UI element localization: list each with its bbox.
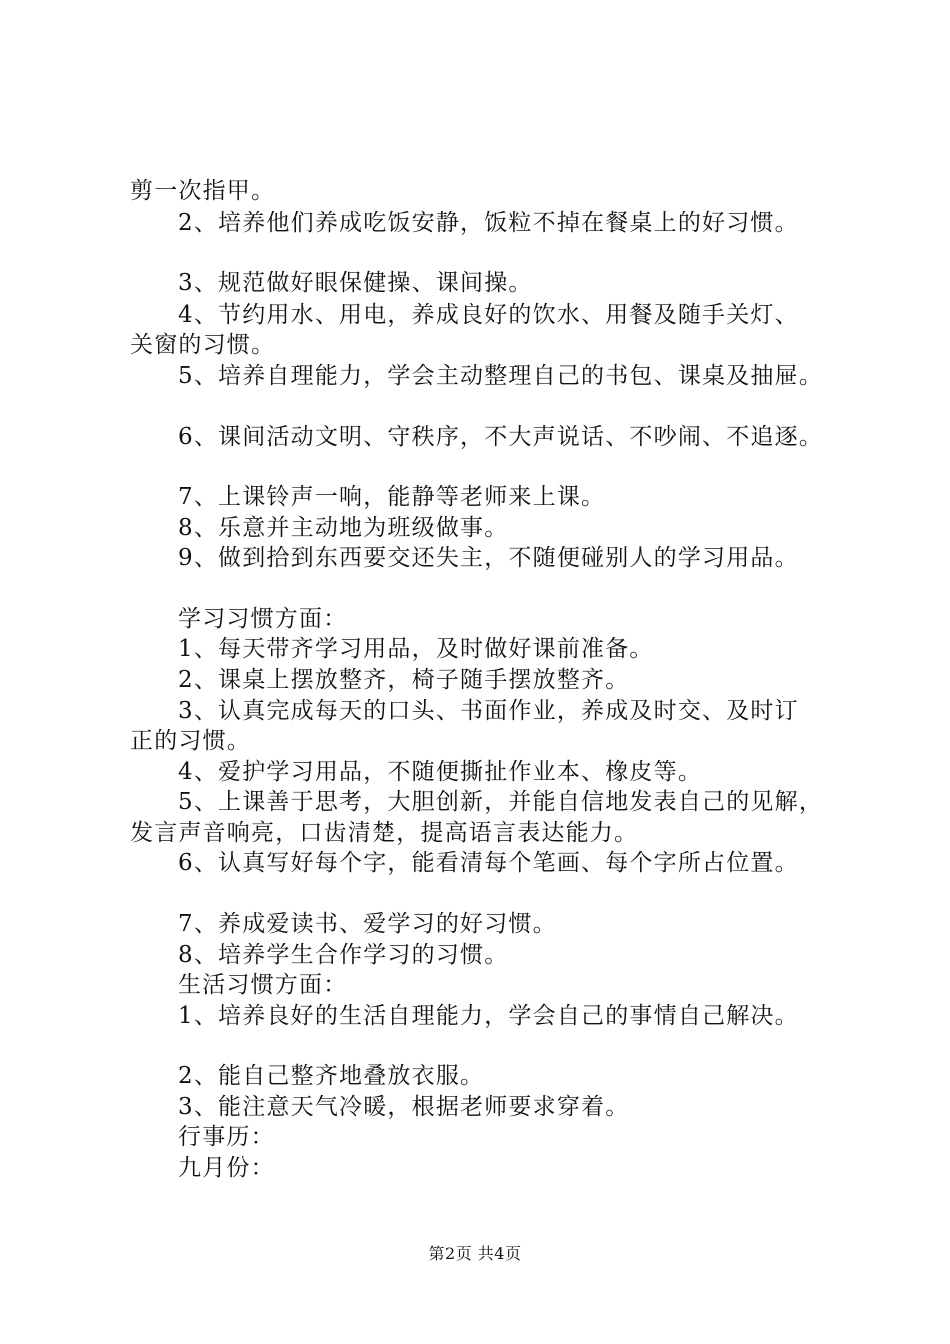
section-heading: 学习习惯方面：: [178, 606, 348, 632]
text-line: 发言声音响亮，口齿清楚，提高语言表达能力。: [130, 820, 639, 846]
text-line: 正的习惯。: [130, 728, 251, 754]
text-line: 关窗的习惯。: [130, 332, 276, 358]
section-heading: 生活习惯方面：: [178, 972, 348, 998]
text-line: 7、养成爱读书、爱学习的好习惯。: [178, 911, 557, 937]
section-heading: 九月份：: [178, 1155, 275, 1181]
text-line: 8、培养学生合作学习的习惯。: [178, 942, 509, 968]
text-line: 4、节约用水、用电，养成良好的饮水、用餐及随手关灯、: [178, 302, 799, 328]
page-number-footer: 第2页 共4页: [428, 1244, 522, 1263]
text-line: 3、规范做好眼保健操、课间操。: [178, 270, 533, 296]
text-line: 6、认真写好每个字，能看清每个笔画、每个字所占位置。: [178, 850, 799, 876]
text-line: 剪一次指甲。: [130, 178, 276, 204]
text-line: 8、乐意并主动地为班级做事。: [178, 515, 509, 541]
text-line: 1、每天带齐学习用品，及时做好课前准备。: [178, 636, 654, 662]
text-line: 1、培养良好的生活自理能力，学会自己的事情自己解决。: [178, 1003, 799, 1029]
text-line: 3、认真完成每天的口头、书面作业，养成及时交、及时订: [178, 698, 799, 724]
text-line: 3、能注意天气冷暖，根据老师要求穿着。: [178, 1094, 630, 1120]
text-line: 2、能自己整齐地叠放衣服。: [178, 1063, 485, 1089]
text-line: 6、课间活动文明、守秩序，不大声说话、不吵闹、不追逐。: [178, 424, 824, 450]
text-line: 2、培养他们养成吃饭安静，饭粒不掉在餐桌上的好习惯。: [178, 210, 799, 236]
text-line: 5、培养自理能力，学会主动整理自己的书包、课桌及抽屉。: [178, 363, 824, 389]
text-line: 4、爱护学习用品，不随便撕扯作业本、橡皮等。: [178, 759, 703, 785]
text-line: 7、上课铃声一响，能静等老师来上课。: [178, 484, 606, 510]
text-line: 2、课桌上摆放整齐，椅子随手摆放整齐。: [178, 667, 630, 693]
section-heading: 行事历：: [178, 1124, 275, 1150]
text-line: 5、上课善于思考，大胆创新，并能自信地发表自己的见解，: [178, 789, 824, 815]
text-line: 9、做到拾到东西要交还失主，不随便碰别人的学习用品。: [178, 545, 799, 571]
